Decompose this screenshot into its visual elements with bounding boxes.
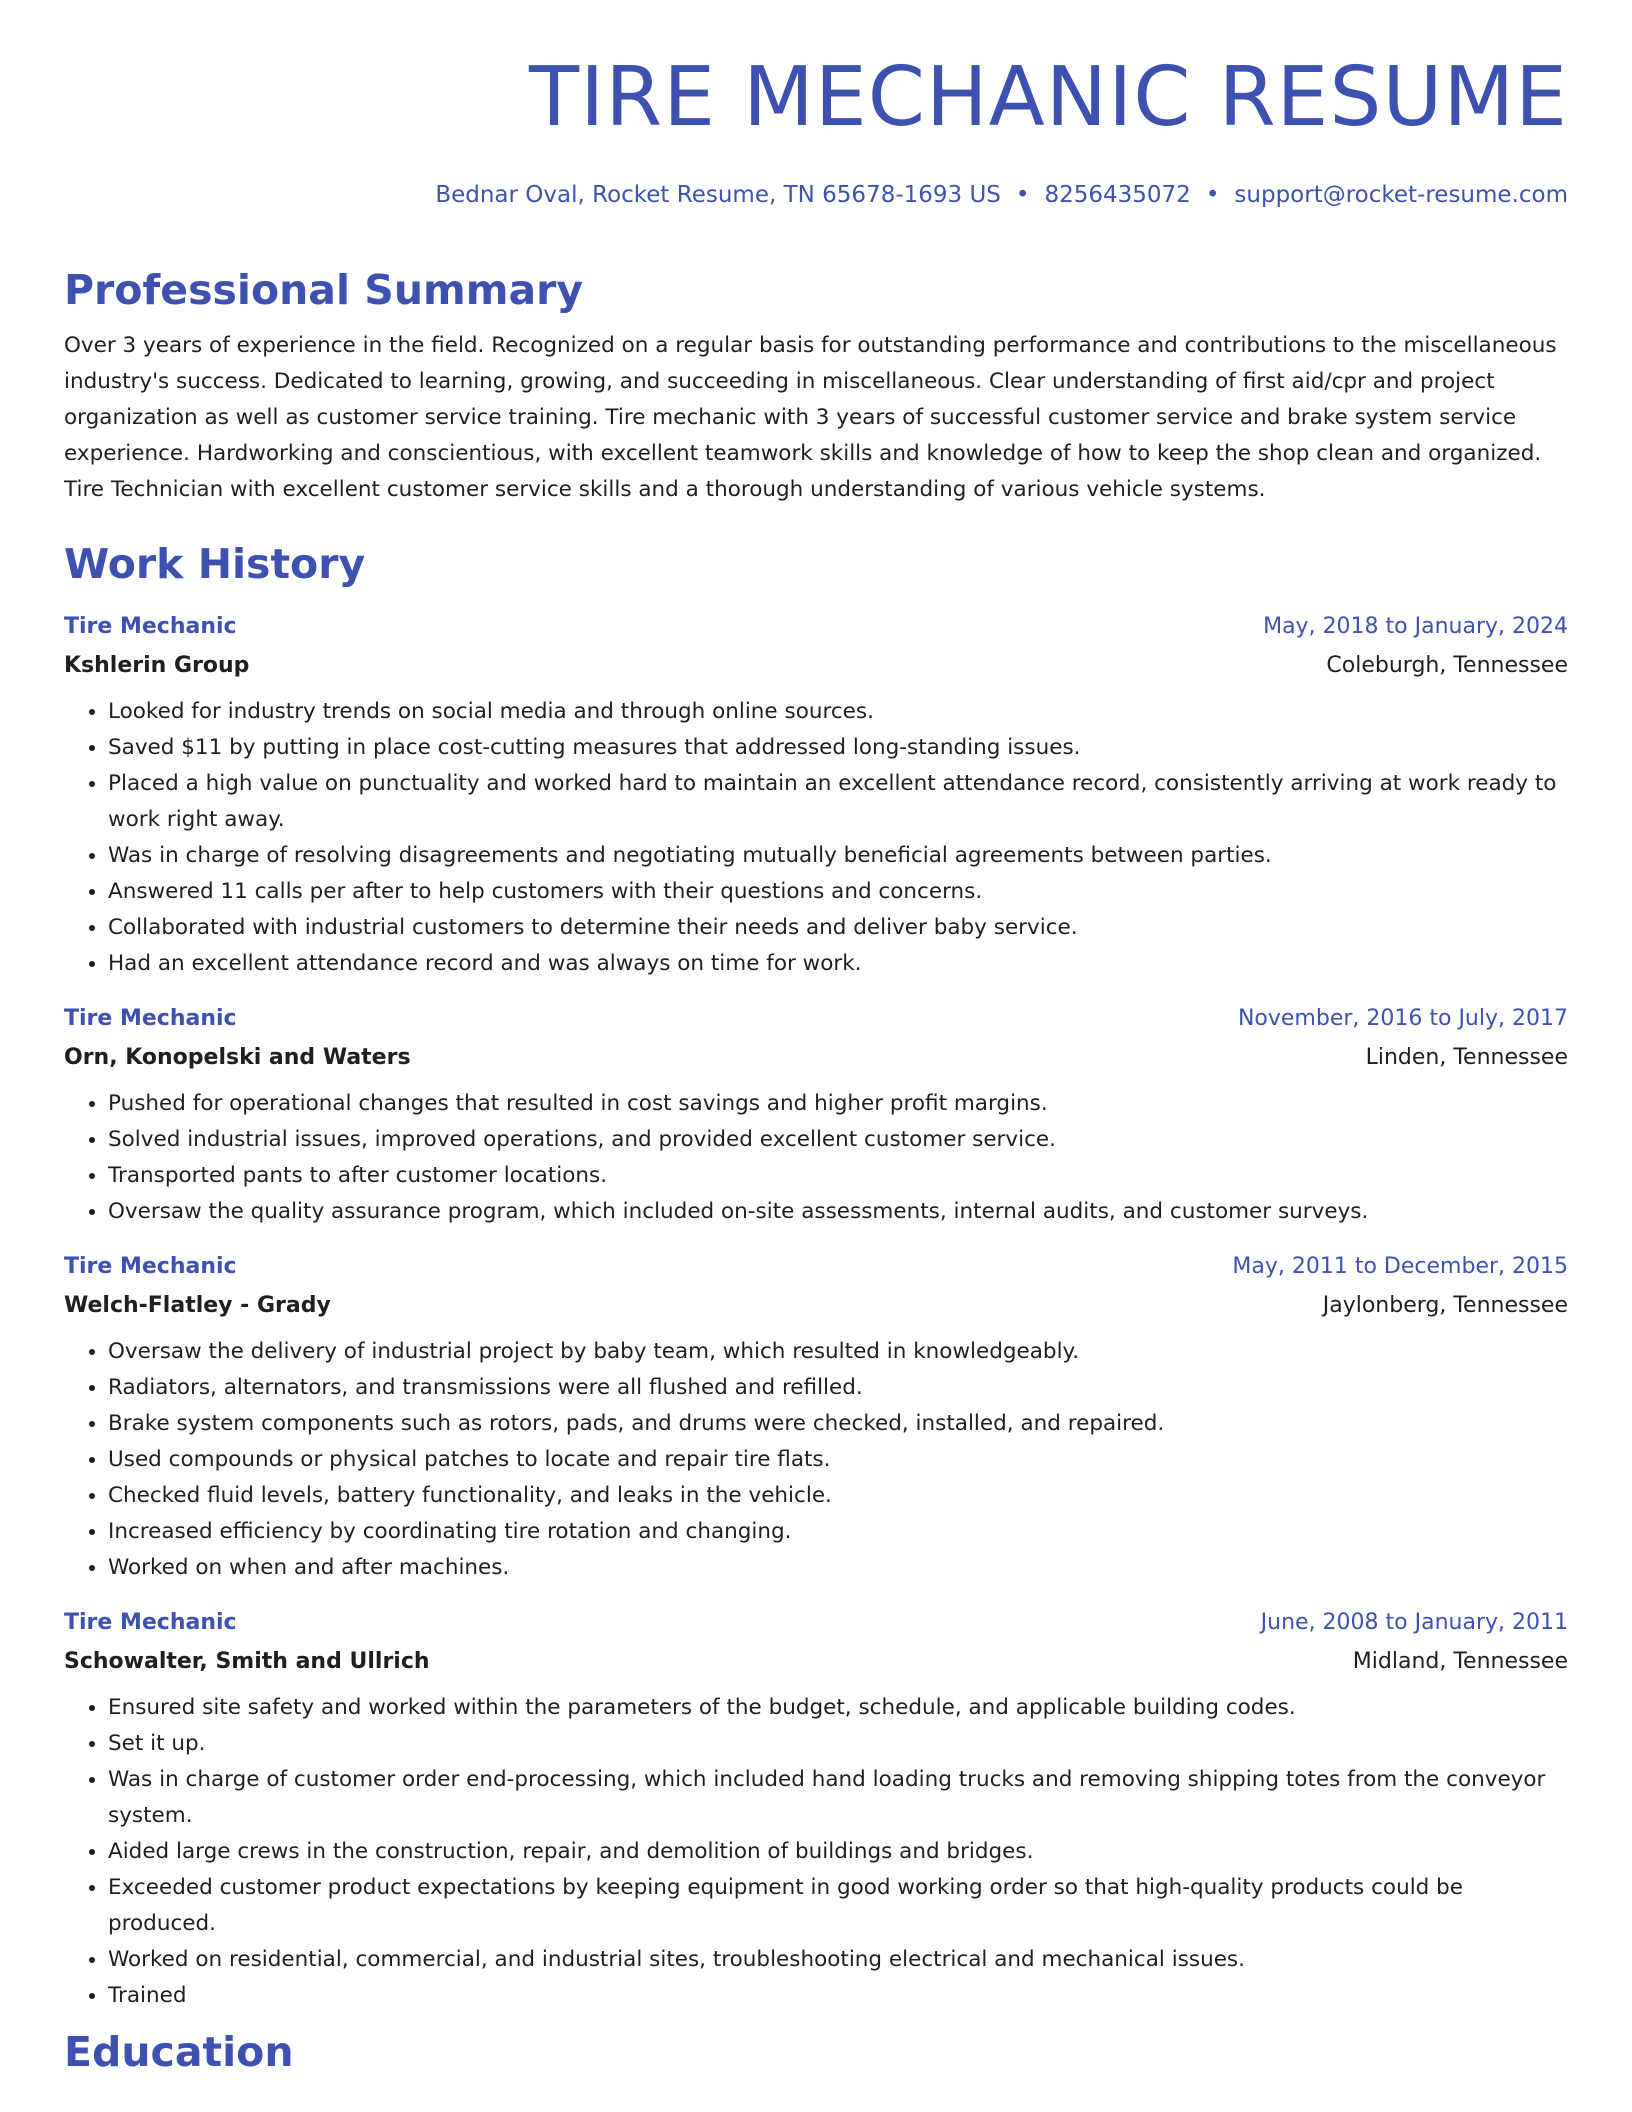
job-entry bbox=[64, 1000, 1568, 1230]
job-bullet: • Worked on when and after machines. bbox=[108, 1550, 1568, 1586]
job-title: Tire Mechanic bbox=[64, 614, 237, 639]
job-entry bbox=[64, 608, 1568, 982]
job-entry bbox=[64, 1604, 1568, 2014]
job-bullet-list bbox=[64, 1690, 1568, 2014]
job-dates: May, 2018 to January, 2024 bbox=[1263, 614, 1568, 639]
job-title-row bbox=[64, 1604, 1568, 1642]
job-bullet: • Set it up. bbox=[108, 1726, 1568, 1762]
job-entry bbox=[64, 1248, 1568, 1586]
job-location: Linden, Tennessee bbox=[1365, 1045, 1568, 1070]
summary-text: Over 3 years of experience in the field. Recognized on a regular basis for outstanding performance and contributions to the miscellaneous industry's success. Dedicated to learning, growing, and succeeding in miscellaneous. Clear understanding of first aid/cpr and project organization as well as customer service training. Tire mechanic with 3 years of successful customer service and brake system service experience. Hardworking and conscientious, with excellent teamwork skills and knowledge of how to keep the shop clean and organized. Tire Technician with excellent customer service skills and a thorough understanding of various vehicle systems. bbox=[64, 333, 1557, 502]
job-bullet: • Radiators, alternators, and transmissions were all flushed and refilled. bbox=[108, 1370, 1568, 1406]
job-bullet: • Was in charge of customer order end-processing, which included hand loading trucks and removing shipping totes from the conveyor system. bbox=[108, 1762, 1568, 1834]
job-bullet: • Transported pants to after customer locations. bbox=[108, 1158, 1568, 1194]
job-bullet-list bbox=[64, 694, 1568, 982]
job-company-row bbox=[64, 1286, 1568, 1326]
education-heading: Education bbox=[64, 2028, 294, 2076]
job-title: Tire Mechanic bbox=[64, 1254, 237, 1279]
job-title-row bbox=[64, 608, 1568, 646]
job-bullet: • Aided large crews in the construction, repair, and demolition of buildings and bridges. bbox=[108, 1834, 1568, 1870]
contact-email[interactable]: support@rocket-resume.com bbox=[1234, 182, 1568, 208]
job-bullet: • Placed a high value on punctuality and worked hard to maintain an excellent attendance record, consistently arriving at work ready to work right away. bbox=[108, 766, 1568, 838]
job-bullet: • Collaborated with industrial customers to determine their needs and deliver baby service. bbox=[108, 910, 1568, 946]
job-bullet: • Worked on residential, commercial, and industrial sites, troubleshooting electrical and mechanical issues. bbox=[108, 1942, 1568, 1978]
job-bullet: • Was in charge of resolving disagreements and negotiating mutually beneficial agreements between parties. bbox=[108, 838, 1568, 874]
job-dates: May, 2011 to December, 2015 bbox=[1232, 1254, 1568, 1279]
job-company: Orn, Konopelski and Waters bbox=[64, 1045, 411, 1070]
job-dates: June, 2008 to January, 2011 bbox=[1260, 1610, 1568, 1635]
work-history-list bbox=[64, 608, 1568, 2014]
contact-line bbox=[435, 182, 1568, 208]
job-title-row bbox=[64, 1000, 1568, 1038]
job-bullet: • Checked fluid levels, battery functionality, and leaks in the vehicle. bbox=[108, 1478, 1568, 1514]
job-bullet-list bbox=[64, 1086, 1568, 1230]
summary-heading: Professional Summary bbox=[64, 266, 584, 314]
job-location: Jaylonberg, Tennessee bbox=[1322, 1293, 1568, 1318]
job-bullet: • Answered 11 calls per after to help customers with their questions and concerns. bbox=[108, 874, 1568, 910]
job-company-row bbox=[64, 646, 1568, 686]
job-location: Midland, Tennessee bbox=[1352, 1649, 1568, 1674]
job-bullet: • Saved $11 by putting in place cost-cutting measures that addressed long-standing issues. bbox=[108, 730, 1568, 766]
job-company: Kshlerin Group bbox=[64, 653, 250, 678]
job-title: Tire Mechanic bbox=[64, 1610, 237, 1635]
job-dates: November, 2016 to July, 2017 bbox=[1237, 1006, 1568, 1031]
job-bullet: • Oversaw the quality assurance program, which included on-site assessments, internal audits, and customer surveys. bbox=[108, 1194, 1568, 1230]
job-bullet: • Used compounds or physical patches to locate and repair tire flats. bbox=[108, 1442, 1568, 1478]
job-bullet: • Oversaw the delivery of industrial project by baby team, which resulted in knowledgeably. bbox=[108, 1334, 1568, 1370]
job-company: Welch-Flatley - Grady bbox=[64, 1293, 331, 1318]
work-history-heading: Work History bbox=[64, 540, 366, 588]
contact-phone[interactable]: 8256435072 bbox=[1044, 182, 1191, 208]
resume-content bbox=[64, 262, 1568, 2080]
job-bullet: • Brake system components such as rotors, pads, and drums were checked, installed, and repaired. bbox=[108, 1406, 1568, 1442]
job-company: Schowalter, Smith and Ullrich bbox=[64, 1649, 430, 1674]
contact-separator: • bbox=[1205, 182, 1220, 208]
job-title: Tire Mechanic bbox=[64, 1006, 237, 1031]
job-company-row bbox=[64, 1038, 1568, 1078]
job-bullet-list bbox=[64, 1334, 1568, 1586]
job-bullet: • Ensured site safety and worked within the parameters of the budget, schedule, and applicable building codes. bbox=[108, 1690, 1568, 1726]
job-bullet: • Solved industrial issues, improved operations, and provided excellent customer service. bbox=[108, 1122, 1568, 1158]
job-title-row bbox=[64, 1248, 1568, 1286]
job-bullet: • Trained bbox=[108, 1978, 1568, 2014]
job-bullet: • Increased efficiency by coordinating tire rotation and changing. bbox=[108, 1514, 1568, 1550]
job-bullet: • Looked for industry trends on social media and through online sources. bbox=[108, 694, 1568, 730]
job-bullet: • Had an excellent attendance record and was always on time for work. bbox=[108, 946, 1568, 982]
contact-separator: • bbox=[1015, 182, 1030, 208]
job-location: Coleburgh, Tennessee bbox=[1326, 653, 1568, 678]
resume-title: TIRE MECHANIC RESUME bbox=[529, 50, 1568, 145]
job-bullet: • Pushed for operational changes that resulted in cost savings and higher profit margins. bbox=[108, 1086, 1568, 1122]
job-company-row bbox=[64, 1642, 1568, 1682]
contact-address: Bednar Oval, Rocket Resume, TN 65678-1693 US bbox=[435, 182, 1001, 208]
job-bullet: • Exceeded customer product expectations by keeping equipment in good working order so that high-quality products could be produced. bbox=[108, 1870, 1568, 1942]
